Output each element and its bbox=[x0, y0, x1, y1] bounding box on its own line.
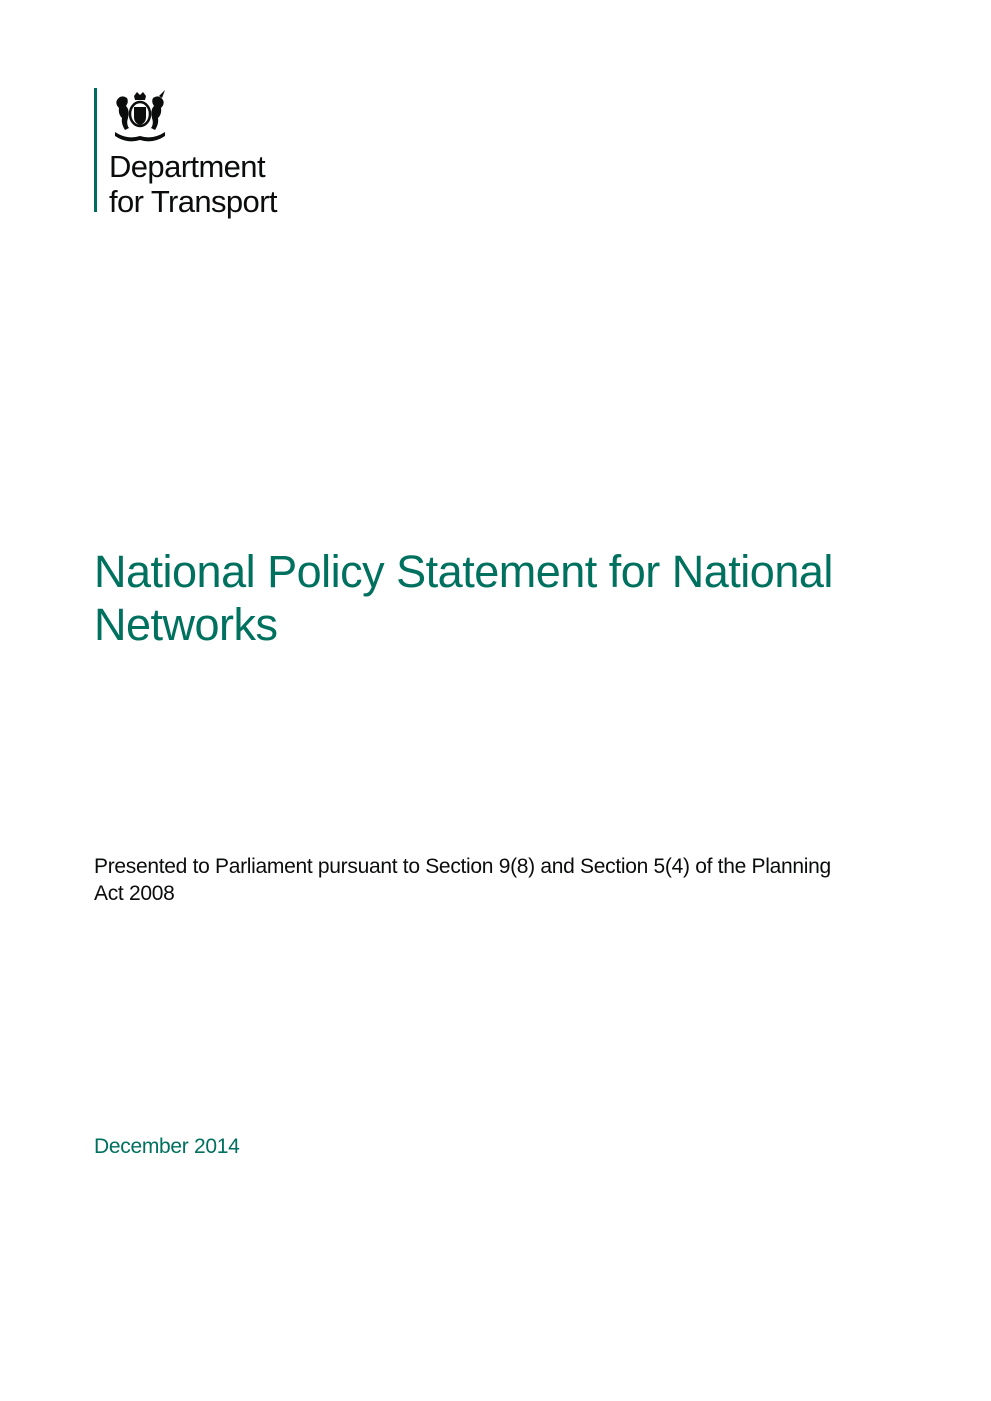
department-name bbox=[109, 149, 277, 219]
document-title: National Policy Statement for National Networks bbox=[94, 546, 833, 650]
document-subtitle: Presented to Parliament pursuant to Section 9(8) and Section 5(4) of the Planning Act 2008 bbox=[94, 855, 831, 905]
department-name-line-1: Department bbox=[109, 149, 265, 184]
publication-date: December 2014 bbox=[94, 1135, 240, 1158]
department-name-line-2: for Transport bbox=[109, 184, 277, 219]
royal-coat-of-arms-icon bbox=[109, 90, 171, 142]
department-logo bbox=[94, 88, 277, 219]
